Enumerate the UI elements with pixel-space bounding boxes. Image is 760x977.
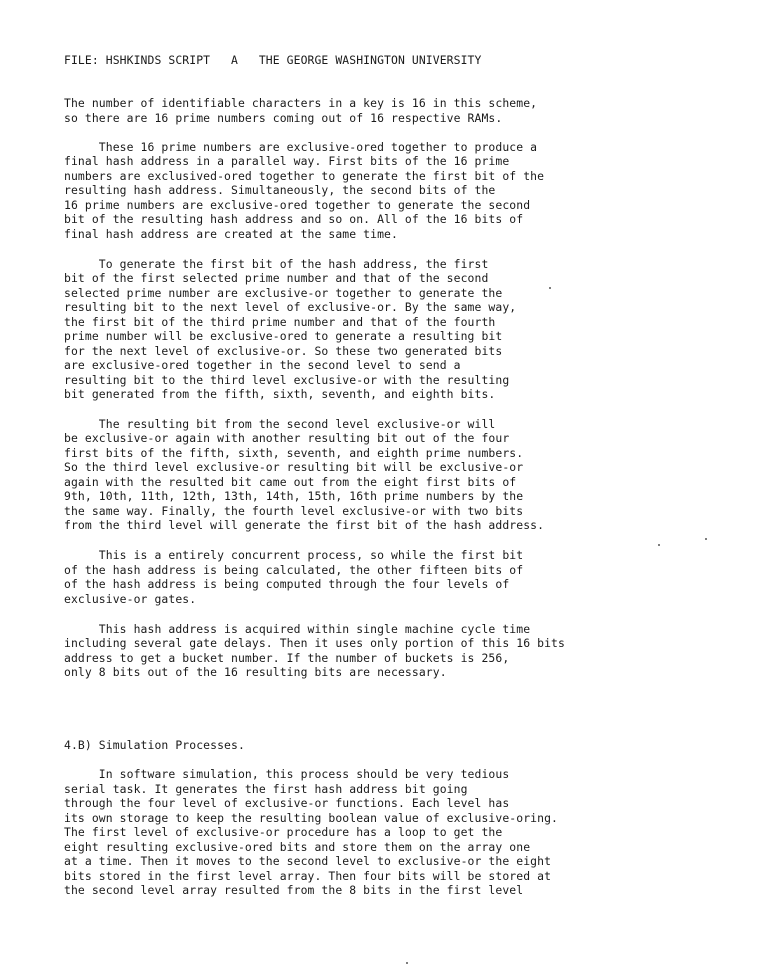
body-line: the first bit of the third prime number and that of the fourth (64, 315, 496, 329)
body-line: prime number will be exclusive-ored to generate a resulting bit (64, 329, 503, 343)
scan-speck (406, 962, 408, 964)
body-line: To generate the first bit of the hash address, the first (64, 257, 489, 271)
scan-speck (549, 287, 551, 289)
body-line: resulting hash address. Simultaneously, the second bits of the (64, 183, 496, 197)
body-line: through the four level of exclusive-or functions. Each level has (64, 796, 510, 810)
body-line: This is a entirely concurrent process, so while the first bit (64, 548, 524, 562)
body-line: serial task. It generates the first hash address bit going (64, 782, 468, 796)
body-line: of the hash address is being computed through the four levels of (64, 577, 510, 591)
scan-speck (705, 538, 707, 540)
file-header: FILE: HSHKINDS SCRIPT A THE GEORGE WASHINGTON UNIVERSITY (64, 53, 482, 67)
body-line: the same way. Finally, the fourth level exclusive-or with two bits (64, 504, 524, 518)
body-line: from the third level will generate the first bit of the hash address. (64, 518, 545, 532)
body-line: first bits of the fifth, sixth, seventh, and eighth prime numbers. (64, 446, 524, 460)
body-line: address to get a bucket number. If the number of buckets is 256, (64, 651, 510, 665)
body-line: be exclusive-or again with another resulting bit out of the four (64, 431, 510, 445)
body-line: for the next level of exclusive-or. So these two generated bits (64, 344, 503, 358)
body-line: 9th, 10th, 11th, 12th, 13th, 14th, 15th, 16th prime numbers by the (64, 489, 524, 503)
body-line: These 16 prime numbers are exclusive-ored together to produce a (64, 140, 538, 154)
body-line: 16 prime numbers are exclusive-ored together to generate the second (64, 198, 531, 212)
body-line: final hash address in a parallel way. First bits of the 16 prime (64, 154, 510, 168)
body-line: again with the resulted bit came out from the eight first bits of (64, 475, 517, 489)
body-line: of the hash address is being calculated, the other fifteen bits of (64, 563, 524, 577)
body-line: The first level of exclusive-or procedure has a loop to get the (64, 825, 503, 839)
body-line: the second level array resulted from the 8 bits in the first level (64, 883, 524, 897)
body-line: including several gate delays. Then it uses only portion of this 16 bits (64, 636, 565, 650)
body-line: at a time. Then it moves to the second level to exclusive-or the eight (64, 854, 552, 868)
body-line: final hash address are created at the same time. (64, 227, 398, 241)
body-line: So the third level exclusive-or resulting bit will be exclusive-or (64, 460, 524, 474)
body-line: only 8 bits out of the 16 resulting bits are necessary. (64, 665, 447, 679)
body-line: so there are 16 prime numbers coming out of 16 respective RAMs. (64, 111, 503, 125)
scan-speck (658, 544, 660, 546)
body-line: In software simulation, this process should be very tedious (64, 767, 510, 781)
body-line: bit of the first selected prime number and that of the second (64, 271, 489, 285)
body-line: numbers are exclusived-ored together to generate the first bit of the (64, 169, 545, 183)
body-line: bit of the resulting hash address and so on. All of the 16 bits of (64, 212, 524, 226)
body-line: are exclusive-ored together in the second level to send a (64, 358, 461, 372)
section-heading: 4.B) Simulation Processes. (64, 738, 245, 752)
body-line: The resulting bit from the second level exclusive-or will (64, 417, 496, 431)
body-line: This hash address is acquired within single machine cycle time (64, 622, 531, 636)
body-line: exclusive-or gates. (64, 592, 197, 606)
body-line: resulting bit to the third level exclusive-or with the resulting (64, 373, 510, 387)
body-line: bit generated from the fifth, sixth, seventh, and eighth bits. (64, 387, 496, 401)
body-line: its own storage to keep the resulting boolean value of exclusive-oring. (64, 811, 558, 825)
body-line: The number of identifiable characters in a key is 16 in this scheme, (64, 96, 538, 110)
body-line: bits stored in the first level array. Then four bits will be stored at (64, 869, 552, 883)
body-line: resulting bit to the next level of exclusive-or. By the same way, (64, 300, 517, 314)
body-line: selected prime number are exclusive-or together to generate the (64, 286, 503, 300)
body-line: eight resulting exclusive-ored bits and store them on the array one (64, 840, 531, 854)
